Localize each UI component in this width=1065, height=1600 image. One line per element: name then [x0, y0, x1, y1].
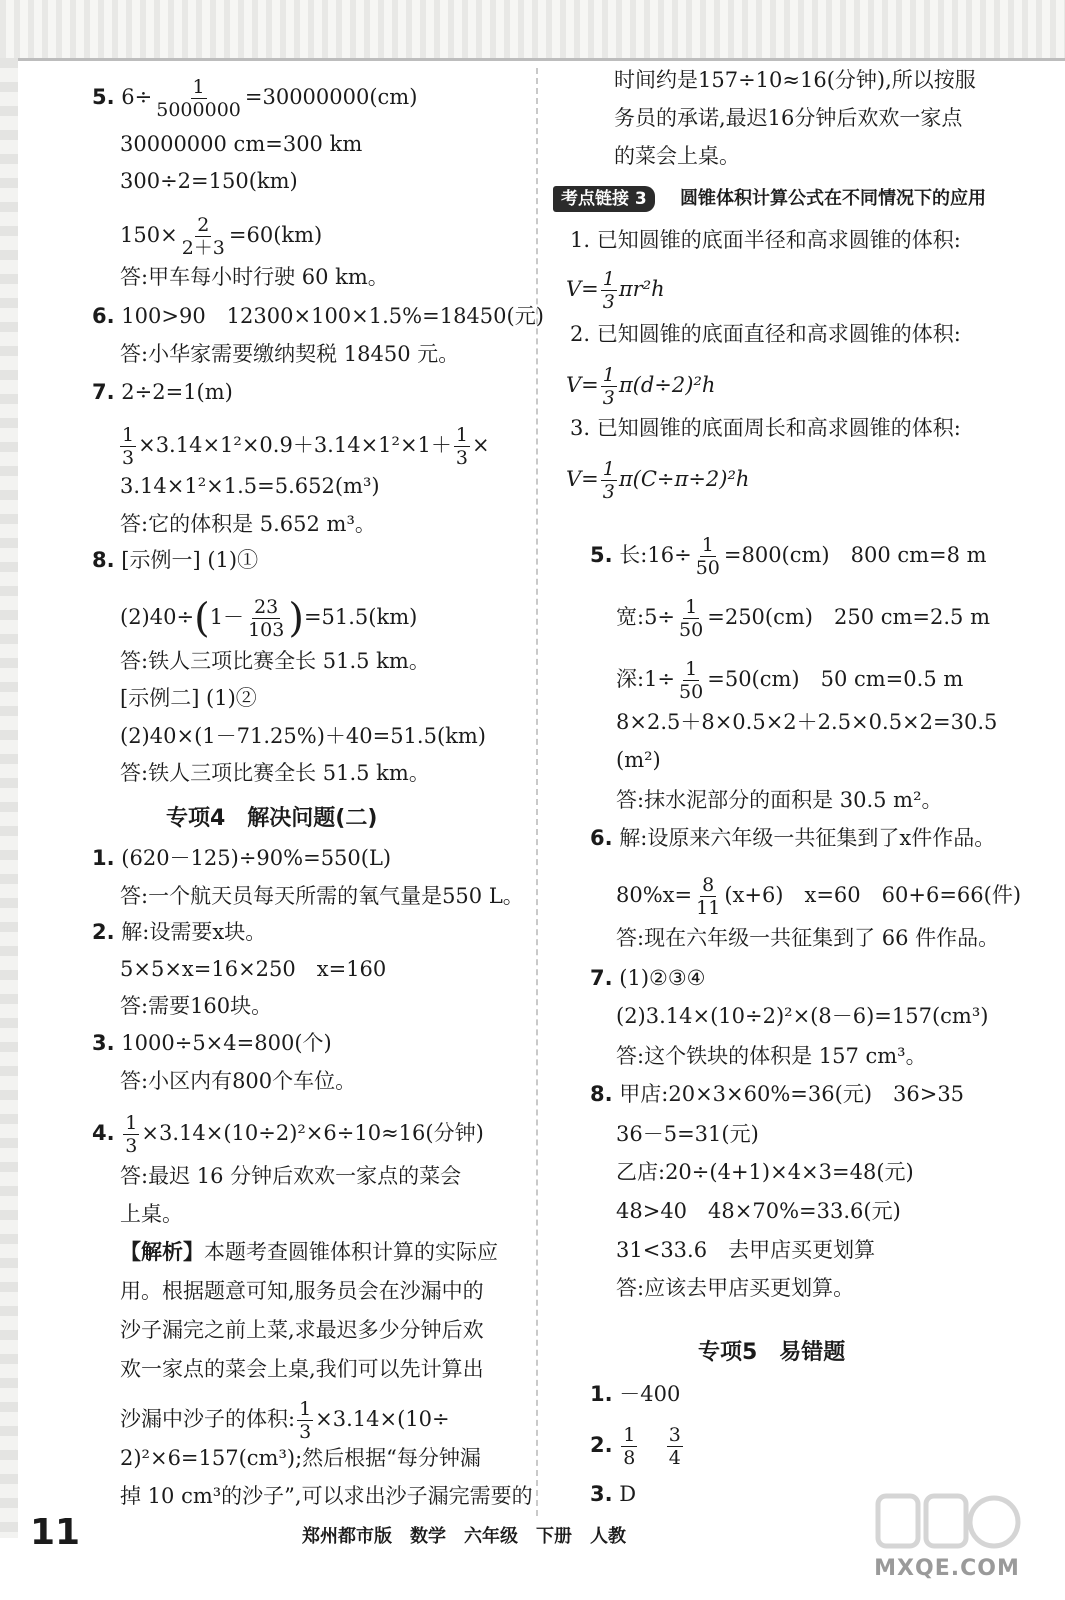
section5-heading: 专项5 易错题 [698, 1340, 846, 1365]
right-cont-line3: 的菜会上桌。 [614, 144, 740, 168]
page-number: 11 [30, 1512, 81, 1553]
s4-q3-line1: 3. 1000÷5×4=800(个) [92, 1031, 332, 1055]
right-q6-answer: 答:现在六年级一共征集到了 66 件作品。 [616, 926, 1000, 950]
right-q6-line2: 80%x= $\frac{8}{11}$ (x+6) x=60 60+6=66(件) [616, 874, 1022, 919]
left-q8-line1: 8. [示例一] (1)① [92, 548, 259, 572]
left-q8-line4: [示例二] (1)② [120, 686, 257, 710]
left-q6-line1: 6. 100>90 12300×100×1.5%=18450(元) [92, 304, 544, 328]
right-q8-line2: 36－5=31(元) [616, 1122, 759, 1146]
right-q8-answer: 答:应该去甲店买更划算。 [616, 1276, 855, 1300]
right-q8-line5: 31<33.6 去甲店买更划算 [616, 1238, 876, 1262]
s5-q2: 2. $\frac{1}{8}$ $\frac{3}{4}$ [590, 1424, 681, 1469]
right-q5-line5: (m²) [616, 748, 661, 772]
right-cont-line1: 时间约是157÷10≈16(分钟),所以按服 [614, 68, 976, 92]
s4-q3-answer: 答:小区内有800个车位。 [120, 1069, 357, 1093]
right-q8-line3: 乙店:20÷(4+1)×4×3=48(元) [616, 1160, 914, 1184]
left-q5-line1: 5. 6÷ $\frac{1}{5000000}$ =30000000(cm) [92, 76, 418, 121]
left-q7-line3: 3.14×1²×1.5=5.652(m³) [120, 474, 380, 498]
s4-q4-analysis4: 欢一家点的菜会上桌,我们可以先计算出 [120, 1357, 484, 1381]
s4-q4-answer2: 上桌。 [120, 1202, 183, 1226]
left-q8-line5: (2)40×(1－71.25%)＋40=51.5(km) [120, 724, 486, 748]
s4-q4-analysis5: 沙漏中沙子的体积: $\frac{1}{3}$ ×3.14×(10÷ [120, 1398, 450, 1443]
left-q8-answer1: 答:铁人三项比赛全长 51.5 km。 [120, 649, 430, 673]
formula2: V= $\frac{1}{3}$ π(d÷2)²h [566, 364, 716, 409]
right-cont-line2: 务员的承诺,最迟16分钟后欢欢一家点 [614, 106, 963, 130]
right-q7-line1: 7. (1)②③④ [590, 966, 706, 990]
right-q8-line1: 8. 甲店:20×3×60%=36(元) 36>35 [590, 1082, 965, 1106]
formula3-title: 3. 已知圆锥的底面周长和高求圆锥的体积: [570, 416, 961, 440]
s4-q2-line1: 2. 解:设需要x块。 [92, 920, 267, 944]
watermark-text: MXQE.COM [874, 1556, 1020, 1581]
s4-q4-analysis3: 沙子漏完之前上菜,求最迟多少分钟后欢 [120, 1318, 484, 1342]
left-q5-line2: 30000000 cm=300 km [120, 132, 363, 156]
s5-q3: 3. D [590, 1482, 637, 1506]
left-q5-line4: 150× $\frac{2}{2+3}$ =60(km) [120, 214, 323, 259]
formula1: V= $\frac{1}{3}$ πr²h [566, 268, 665, 313]
top-decoration [0, 0, 1065, 61]
left-q8-line2: (2)40÷(1－ $\frac{23}{103}$ )=51.5(km) [120, 595, 418, 642]
s5-q1: 1. －400 [590, 1382, 681, 1406]
book-info-footer: 郑州都市版 数学 六年级 下册 人教 [302, 1526, 626, 1547]
kaodian-badge: 考点链接 3 [553, 186, 655, 212]
left-q5-answer: 答:甲车每小时行驶 60 km。 [120, 265, 389, 289]
kaodian-title: 圆锥体积计算公式在不同情况下的应用 [680, 188, 986, 209]
s4-q4-analysis6: 2)²×6=157(cm³);然后根据“每分钟漏 [120, 1446, 481, 1470]
right-q5-line4: 8×2.5＋8×0.5×2＋2.5×0.5×2=30.5 [616, 710, 998, 734]
left-q7-answer: 答:它的体积是 5.652 m³。 [120, 512, 376, 536]
right-q5-answer: 答:抹水泥部分的面积是 30.5 m²。 [616, 788, 943, 812]
s4-q2-line2: 5×5×x=16×250 x=160 [120, 957, 387, 981]
right-q8-line4: 48>40 48×70%=33.6(元) [616, 1199, 901, 1223]
left-q7-line1: 7. 2÷2=1(m) [92, 380, 233, 404]
s4-q1-line1: 1. (620－125)÷90%=550(L) [92, 846, 392, 870]
s4-q4-answer1: 答:最迟 16 分钟后欢欢一家点的菜会 [120, 1164, 462, 1188]
section4-heading: 专项4 解决问题(二) [166, 806, 378, 831]
left-decoration [0, 58, 18, 1538]
left-q8-answer2: 答:铁人三项比赛全长 51.5 km。 [120, 761, 430, 785]
s4-q2-answer: 答:需要160块。 [120, 994, 273, 1018]
formula3: V= $\frac{1}{3}$ π(C÷π÷2)²h [566, 458, 750, 503]
left-q7-line2: $\frac{1}{3}$ ×3.14×1²×0.9＋3.14×1²×1＋ $\frac{1}{3}$ × [122, 424, 490, 469]
right-q5-line1: 5. 长:16÷ $\frac{1}{50}$ =800(cm) 800 cm=8 m [590, 534, 987, 579]
left-q5-line3: 300÷2=150(km) [120, 169, 298, 193]
column-divider [536, 68, 538, 1516]
s4-q4-analysis2: 用。根据题意可知,服务员会在沙漏中的 [120, 1279, 484, 1303]
s4-q4-analysis7: 掉 10 cm³的沙子”,可以求出沙子漏完需要的 [120, 1484, 533, 1508]
s4-q4-analysis1: 【解析】本题考查圆锥体积计算的实际应 [120, 1240, 498, 1264]
s4-q1-answer: 答:一个航天员每天所需的氧气量是550 L。 [120, 884, 524, 908]
right-q6-line1: 6. 解:设原来六年级一共征集到了x件作品。 [590, 826, 996, 850]
right-q7-answer: 答:这个铁块的体积是 157 cm³。 [616, 1044, 927, 1068]
formula2-title: 2. 已知圆锥的底面直径和高求圆锥的体积: [570, 322, 961, 346]
s4-q4-line1: 4. $\frac{1}{3}$ ×3.14×(10÷2)²×6÷10≈16(分钟) [92, 1112, 484, 1157]
right-q5-line3: 深:1÷ $\frac{1}{50}$ =50(cm) 50 cm=0.5 m [616, 658, 964, 703]
formula1-title: 1. 已知圆锥的底面半径和高求圆锥的体积: [570, 228, 961, 252]
right-q7-line2: (2)3.14×(10÷2)²×(8－6)=157(cm³) [616, 1004, 989, 1028]
right-q5-line2: 宽:5÷ $\frac{1}{50}$ =250(cm) 250 cm=2.5 m [616, 596, 990, 641]
left-q6-answer: 答:小华家需要缴纳契税 18450 元。 [120, 342, 460, 366]
